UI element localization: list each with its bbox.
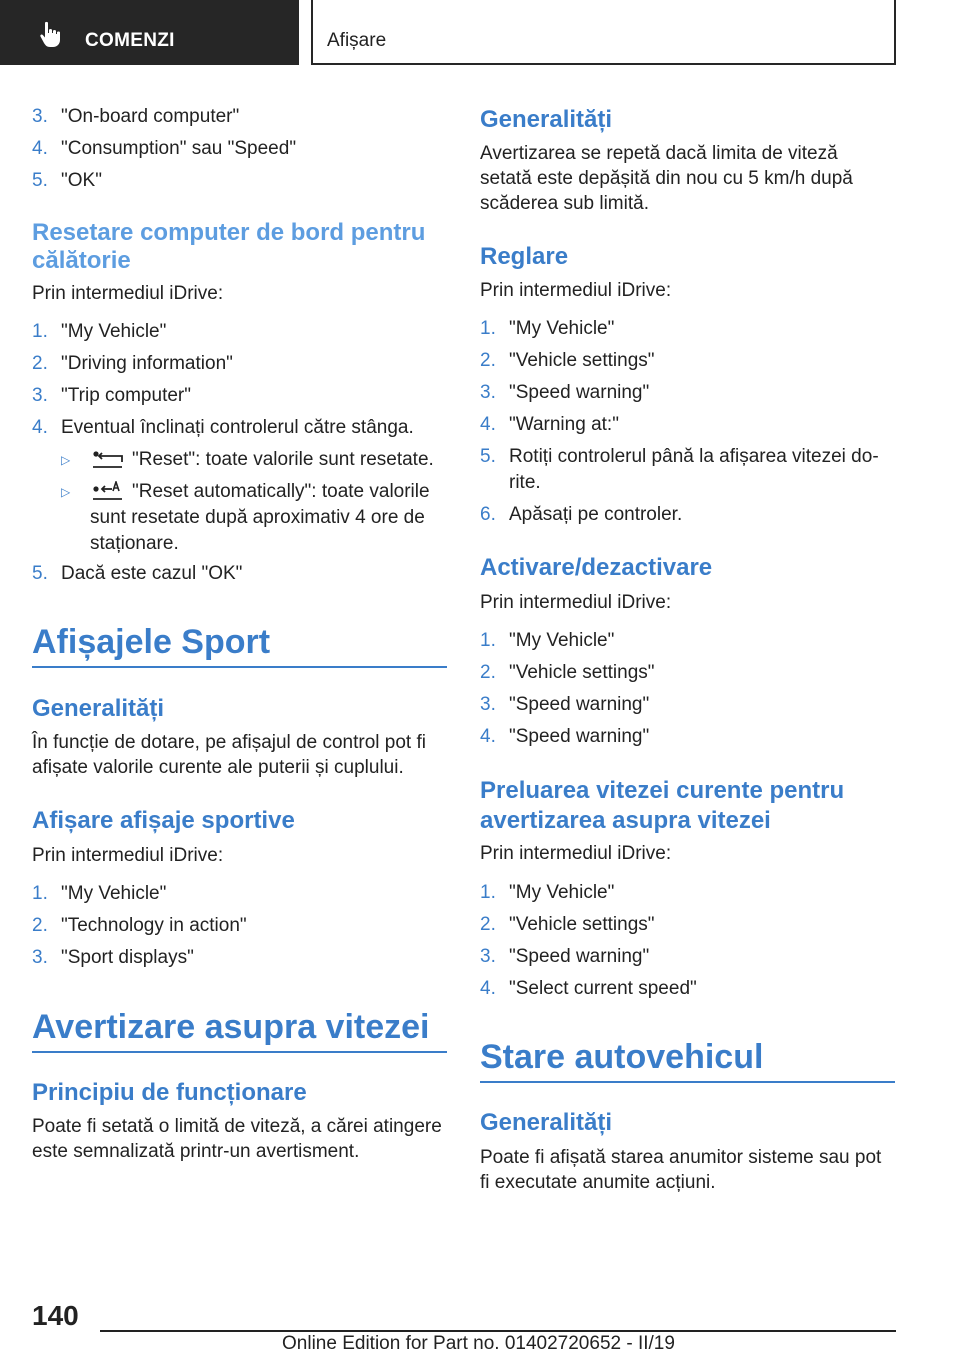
list-text: "Trip computer" (61, 385, 191, 406)
list-text: "My Vehicle" (61, 321, 167, 342)
principle-heading: Principiu de funcționare (32, 1079, 307, 1106)
status-general-heading: Generalități (480, 1109, 613, 1136)
list-number: 4. (32, 138, 48, 159)
list-number: 2. (480, 662, 496, 683)
list-number: 4. (480, 978, 496, 999)
edition-note: Online Edition for Part no. 01402720652 - II/19 (282, 1333, 675, 1354)
list-text: "Vehicle settings" (509, 914, 655, 935)
section-header-label: Afișare (327, 30, 387, 51)
list-number: 5. (32, 563, 48, 584)
title-rule (480, 1081, 895, 1083)
list-number: 3. (32, 947, 48, 968)
list-number: 4. (480, 414, 496, 435)
list-number: 6. (480, 504, 496, 525)
list-text: "On-board computer" (61, 106, 240, 127)
list-number: 1. (32, 883, 48, 904)
sport-general-text: În funcție de dotare, pe afișajul de control pot fi afișate valorile curente ale puterii și cuplului. (32, 732, 426, 778)
list-number: 1. (480, 318, 496, 339)
list-text: "My Vehicle" (509, 630, 615, 651)
list-text: "Vehicle settings" (509, 350, 655, 371)
list-text: "Technology in action" (61, 915, 247, 936)
general-heading: Generalități (480, 106, 613, 133)
list-number: 3. (480, 694, 496, 715)
speed-warning-title: Avertizare asupra vitezei (32, 1008, 430, 1046)
sport-title: Afișajele Sport (32, 623, 271, 661)
list-text: "My Vehicle" (509, 882, 615, 903)
general-text: Avertizarea se repetă dacă limita de viteză setată este depășită din nou cu 5 km/h după scăderea sub limită. (480, 143, 853, 214)
list-text: Dacă este cazul "OK" (61, 563, 243, 584)
title-rule (32, 666, 447, 668)
list-number: 3. (32, 106, 48, 127)
activate-heading: Activare/dezactivare (480, 554, 713, 581)
list-number: 4. (480, 726, 496, 747)
list-number: 1. (32, 321, 48, 342)
list-text: "My Vehicle" (61, 883, 167, 904)
title-rule (32, 1051, 447, 1053)
list-text: "Speed warning" (509, 726, 650, 747)
list-text: Apăsați pe controler. (509, 504, 683, 525)
page-number: 140 (32, 1300, 79, 1331)
reset-intro: Prin intermediul iDrive: (32, 283, 224, 304)
vehicle-status-title: Stare autovehicul (480, 1038, 764, 1076)
list-text: "Sport displays" (61, 947, 194, 968)
sport-general-heading: Generalități (32, 695, 165, 722)
sub-item-text: "Reset": toate valorile sunt resetate. (132, 449, 434, 470)
list-text: Rotiți controlerul până la afișarea vitezei dorite. (509, 446, 879, 493)
list-number: 5. (32, 170, 48, 191)
sub-item-text: "Reset automatically": toate valorile sunt resetate după aproximativ 4 ore de staționare. (90, 481, 430, 554)
list-text: "Consumption" sau "Speed" (61, 138, 297, 159)
status-general-text: Poate fi afișată starea anumitor sisteme sau pot fi executate anumite acțiuni. (480, 1147, 882, 1193)
list-number: 2. (480, 350, 496, 371)
list-text: "Speed warning" (509, 946, 650, 967)
take-current-speed-intro: Prin intermediul iDrive: (480, 843, 672, 864)
list-text: "Speed warning" (509, 694, 650, 715)
take-current-speed-heading: Preluarea vitezei curente pentru avertizarea asupra vitezei (480, 777, 845, 834)
list-number: 2. (32, 915, 48, 936)
list-number: 3. (480, 382, 496, 403)
chapter-tab-label: COMENZI (85, 30, 175, 51)
list-text: "Speed warning" (509, 382, 650, 403)
list-text: Eventual înclinați controlerul către stânga. (61, 417, 414, 438)
list-number: 5. (480, 446, 496, 467)
adjust-heading: Reglare (480, 243, 569, 270)
sport-show-heading: Afișare afișaje sportive (32, 807, 295, 834)
list-number: 1. (480, 630, 496, 651)
activate-intro: Prin intermediul iDrive: (480, 592, 672, 613)
sport-show-intro: Prin intermediul iDrive: (32, 845, 224, 866)
chapter-tab[interactable] (0, 0, 299, 65)
section-header (311, 0, 896, 65)
list-text: "Driving information" (61, 353, 233, 374)
triangle-bullet-icon: ▷ (61, 485, 71, 499)
principle-text: Poate fi setată o limită de viteză, a cărei atingere este semnalizată printr-un avertisment. (32, 1116, 442, 1162)
list-text: "My Vehicle" (509, 318, 615, 339)
list-text: "Vehicle settings" (509, 662, 655, 683)
reset-heading: Resetare computer de bord pentru călătorie (32, 219, 426, 274)
triangle-bullet-icon: ▷ (61, 453, 71, 467)
list-number: 1. (480, 882, 496, 903)
list-number: 2. (480, 914, 496, 935)
list-text: "OK" (61, 170, 102, 191)
list-text: "Warning at:" (509, 414, 619, 435)
list-number: 3. (32, 385, 48, 406)
list-number: 4. (32, 417, 48, 438)
list-number: 3. (480, 946, 496, 967)
adjust-intro: Prin intermediul iDrive: (480, 280, 672, 301)
list-text: "Select current speed" (509, 978, 697, 999)
list-number: 2. (32, 353, 48, 374)
touch-hand-icon (38, 20, 64, 48)
